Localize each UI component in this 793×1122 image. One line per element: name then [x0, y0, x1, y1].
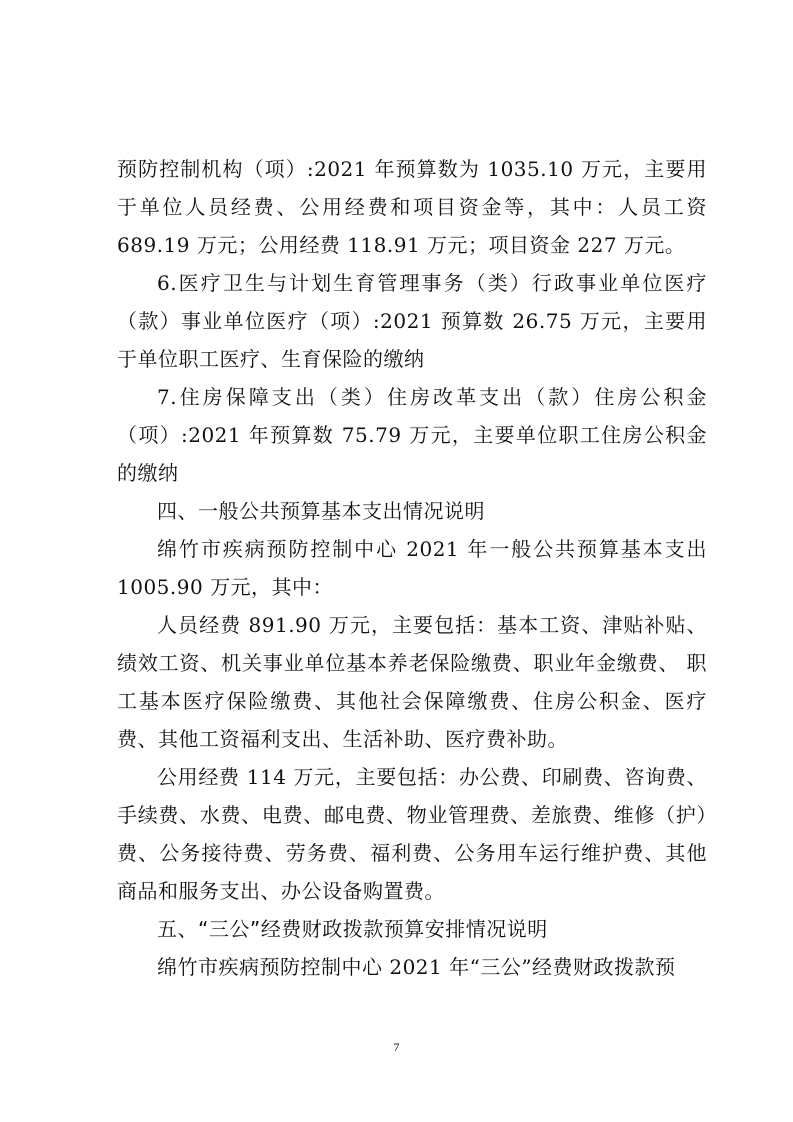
page-number: 7	[393, 1040, 400, 1054]
section-heading-three-public: 五、“三公”经费财政拨款预算安排情况说明	[157, 917, 548, 941]
paragraph-three-public-budget: 绵竹市疾病预防控制中心 2021 年“三公”经费财政拨款预	[157, 955, 676, 979]
section-heading-basic-expenditure: 四、一般公共预算基本支出情况说明	[157, 499, 485, 523]
paragraph-personnel-expenses: 人员经费 891.90 万元，主要包括：基本工资、津贴补贴、绩效工资、机关事业单位基本养老保险缴费、职业年金缴费、 职工基本医疗保险缴费、其他社会保障缴费、住房公积金、医疗费、其他工资福利支出、生活补助、医疗费补助。	[117, 613, 707, 751]
paragraph-prevention-agency: 预防控制机构（项）:2021 年预算数为 1035.10 万元，主要用于单位人员经费、公用经费和项目资金等，其中：人员工资 689.19 万元；公用经费 118.91 万元；项目资金 227 万元。	[117, 157, 707, 257]
document-body	[117, 150, 707, 986]
paragraph-housing-fund: 7.住房保障支出（类）住房改革支出（款）住房公积金（项）:2021 年预算数 75.79 万元，主要单位职工住房公积金的缴纳	[117, 385, 707, 485]
paragraph-public-expenses: 公用经费 114 万元，主要包括：办公费、印刷费、咨询费、手续费、水费、电费、邮电费、物业管理费、差旅费、维修（护）费、公务接待费、劳务费、福利费、公务用车运行维护费、其他商品和服务支出、办公设备购置费。	[117, 765, 707, 903]
paragraph-basic-expenditure-total: 绵竹市疾病预防控制中心 2021 年一般公共预算基本支出 1005.90 万元，其中：	[117, 537, 707, 599]
paragraph-medical-insurance: 6.医疗卫生与计划生育管理事务（类）行政事业单位医疗（款）事业单位医疗（项）:2021 预算数 26.75 万元，主要用于单位职工医疗、生育保险的缴纳	[117, 271, 707, 371]
